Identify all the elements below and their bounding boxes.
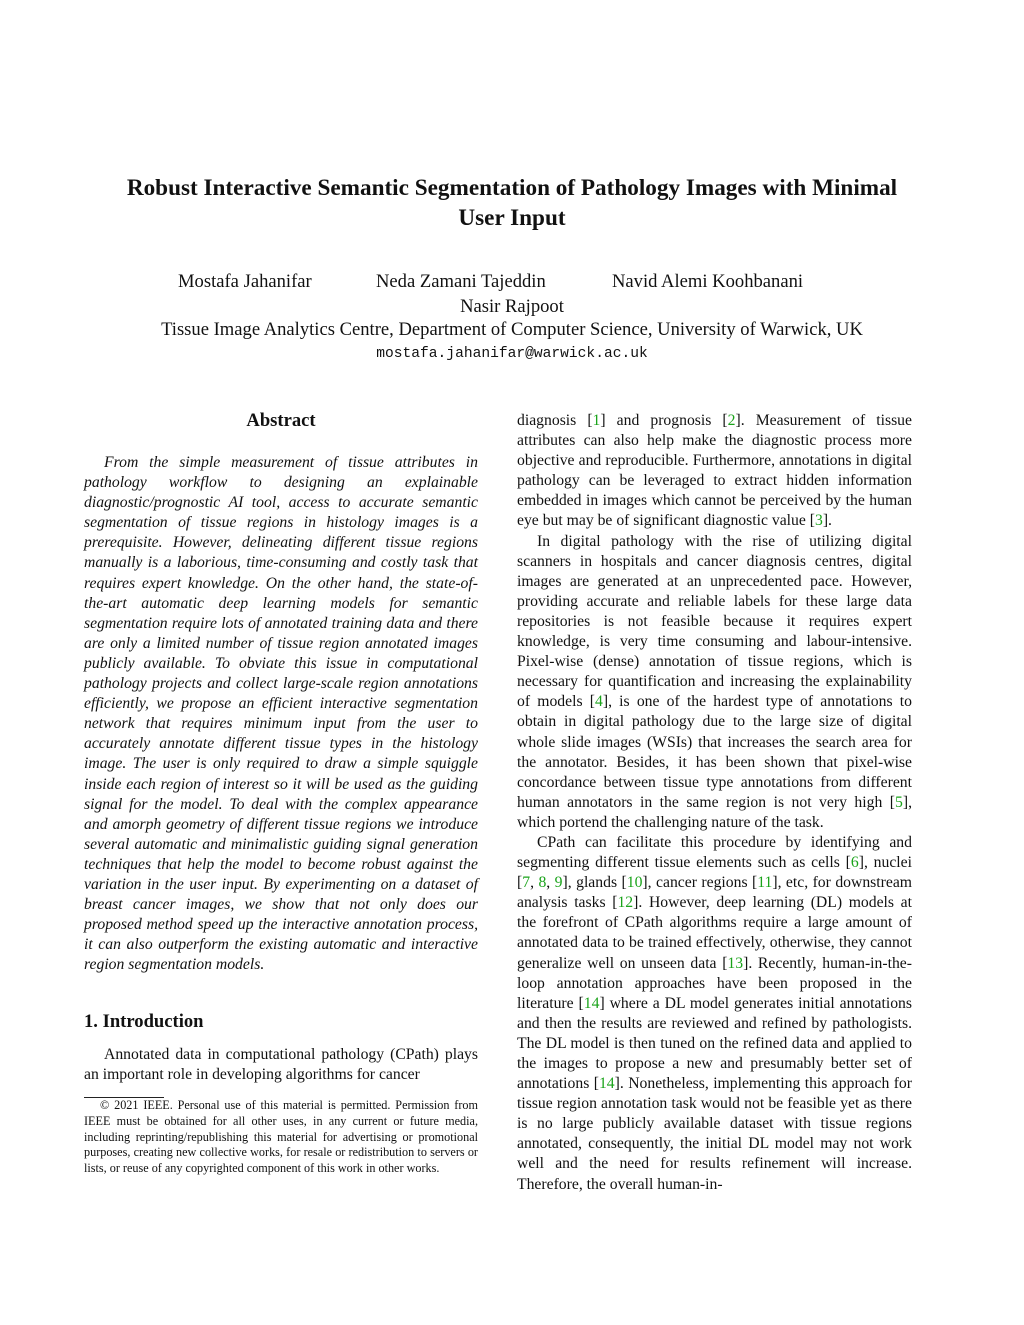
paragraph — [517, 411, 912, 532]
section-heading-introduction: 1. Introduction — [84, 1011, 204, 1032]
abstract-body — [84, 453, 478, 975]
paragraph-text: ] and prognosis [ — [600, 412, 728, 429]
paragraph-text: , — [546, 874, 555, 892]
paragraph — [517, 833, 912, 1195]
affiliation: Tissue Image Analytics Centre, Department of Computer Science, University of Warwick, UK — [161, 319, 863, 340]
citation-link[interactable]: 14 — [598, 1075, 615, 1093]
author-name: Neda Zamani Tajeddin — [376, 271, 546, 292]
paragraph: Annotated data in computational pathology (CPath) plays an important role in developing algorithms for cancer — [84, 1046, 478, 1084]
citation-link[interactable]: 14 — [583, 994, 600, 1012]
paragraph-text: ] where a DL model generates initial annotations and then the results are reviewed and refined by pathologists. The DL model is then tuned on the refined data and applied to the images to propose a new and presumably better set of annotations [ — [517, 994, 912, 1093]
author-name: Navid Alemi Koohbanani — [612, 271, 804, 292]
introduction-right-column — [517, 411, 912, 1195]
paper-title — [60, 173, 964, 233]
author-name: Nasir Rajpoot — [460, 296, 564, 317]
title-line-1: Robust Interactive Semantic Segmentation of Pathology Images with Minimal — [126, 175, 898, 201]
paragraph-text: CPath can facilitate this procedure by identifying and segmenting different tissue elements such as cells [ — [517, 833, 912, 872]
paragraph-text: , — [530, 874, 539, 892]
abstract-text: From the simple measurement of tissue attributes in pathology workflow to designing an explainable diagnostic/prognostic AI tool, access to accurate semantic segmentation of tissue regions in histology images is a prerequisite. However, delineating different tissue regions manually is a laborious, time-consuming and costly task that requires expert knowledge. On the other hand, the state-of-the-art automatic deep learning models for semantic segmentation require lots of annotated training data and there are only a limited number of tissue region annotated images publicly available. To obviate this issue in computational pathology projects and collect large-scale region annotations efficiently, we propose an efficient interactive segmentation network that requires minimum input from the user to accurately annotate different tissue types in the histology image. The user is only required to draw a simple squiggle inside each region of interest so it will be used as the guiding signal for the model. To deal with the complex appearance and amorph geometry of different tissue regions we introduce several automatic and minimalistic guiding signal generation techniques that help the model to become robust against the variation in the user input. By experimenting on a dataset of breast cancer images, we show that not only does our proposed method speed up the interactive annotation process, it can also outperform the existing automatic and interactive region segmentation models. — [84, 454, 478, 974]
title-line-2: User Input — [458, 205, 566, 231]
paragraph-text: ]. Measurement of tissue attributes can also help make the diagnostic process more objective and reproducible. Furthermore, annotations in digital pathology can be leveraged to extract hidden information embedded in images which cannot be perceived by the human eye but may be of significant diagnostic value [ — [517, 412, 912, 530]
footnote-text: © 2021 IEEE. Personal use of this material is permitted. Permission from IEEE must be obtained for all other uses, in any current or future media, including reprinting/republishing this material for advertising or promotional purposes, creating new collective works, for resale or redistribution to servers or lists, or reuse of any copyrighted component of this work in other works. — [84, 1098, 478, 1176]
paragraph — [517, 532, 912, 833]
citation-link[interactable]: 11 — [757, 874, 773, 892]
paragraph-text: ]. However, deep learning (DL) models at the forefront of CPath algorithms require a large amount of annotated data to be trained effectively, otherwise, they cannot generalize well on unseen data [ — [517, 894, 912, 972]
author-email: mostafa.jahanifar@warwick.ac.uk — [376, 346, 648, 362]
citation-link[interactable]: 1 — [592, 412, 601, 429]
paragraph-text: ], cancer regions [ — [642, 874, 758, 892]
abstract-heading: Abstract — [246, 410, 316, 431]
paragraph-text: diagnosis [ — [517, 412, 593, 429]
paragraph-text: ]. — [822, 512, 832, 530]
citation-link[interactable]: 2 — [727, 412, 736, 429]
paragraph-text: ], nuclei [ — [517, 854, 912, 892]
citation-link[interactable]: 8 — [538, 874, 547, 892]
citation-link[interactable]: 3 — [814, 512, 823, 530]
paragraph-text: ], which portend the challenging nature of the task. — [517, 793, 912, 831]
citation-link[interactable]: 9 — [554, 874, 563, 892]
citation-link[interactable]: 10 — [626, 874, 643, 892]
paragraph-text: ]. Recently, human-in-the-loop annotation approaches have been proposed in the literature [ — [517, 954, 912, 1012]
copyright-footnote — [84, 1098, 478, 1177]
paragraph-text: In digital pathology with the rise of utilizing digital scanners in hospitals and cancer diagnosis centres, digital images are generated at an unprecedented pace. However, providing accurate and reliable labels for these large data repositories is not feasible because it requires expert knowledge, is very time consuming and labour-intensive. Pixel-wise (dense) annotation of tissue regions, which is necessary for quantification and increasing the explainability of models [ — [517, 532, 912, 711]
citation-link[interactable]: 7 — [522, 874, 531, 892]
citation-link[interactable]: 6 — [850, 854, 859, 872]
introduction-left-column — [84, 1045, 478, 1085]
citation-link[interactable]: 13 — [727, 954, 744, 972]
citation-link[interactable]: 4 — [595, 693, 603, 711]
citation-link[interactable]: 5 — [895, 793, 903, 811]
paragraph-text: ], etc, for downstream analysis tasks [ — [517, 874, 912, 912]
citation-link[interactable]: 12 — [617, 894, 634, 912]
paragraph-text: ], glands [ — [562, 874, 627, 892]
author-name: Mostafa Jahanifar — [178, 271, 312, 292]
paragraph-text: ]. Nonetheless, implementing this approach for tissue region annotation task would not be feasible yet as there is no large publicly available dataset with tissue regions annotated, consequently, the initial DL model may not work well and the need for results refinement will increase. Therefore, the overall human-in- — [517, 1075, 912, 1193]
paragraph-text: ], is one of the hardest type of annotations to obtain in digital pathology due to the large size of digital whole slide images (WSIs) that increases the search area for the annotator. Besides, it has been shown that pixel-wise concordance between tissue type annotations from different human annotators in the same region is not very high [ — [517, 693, 912, 811]
